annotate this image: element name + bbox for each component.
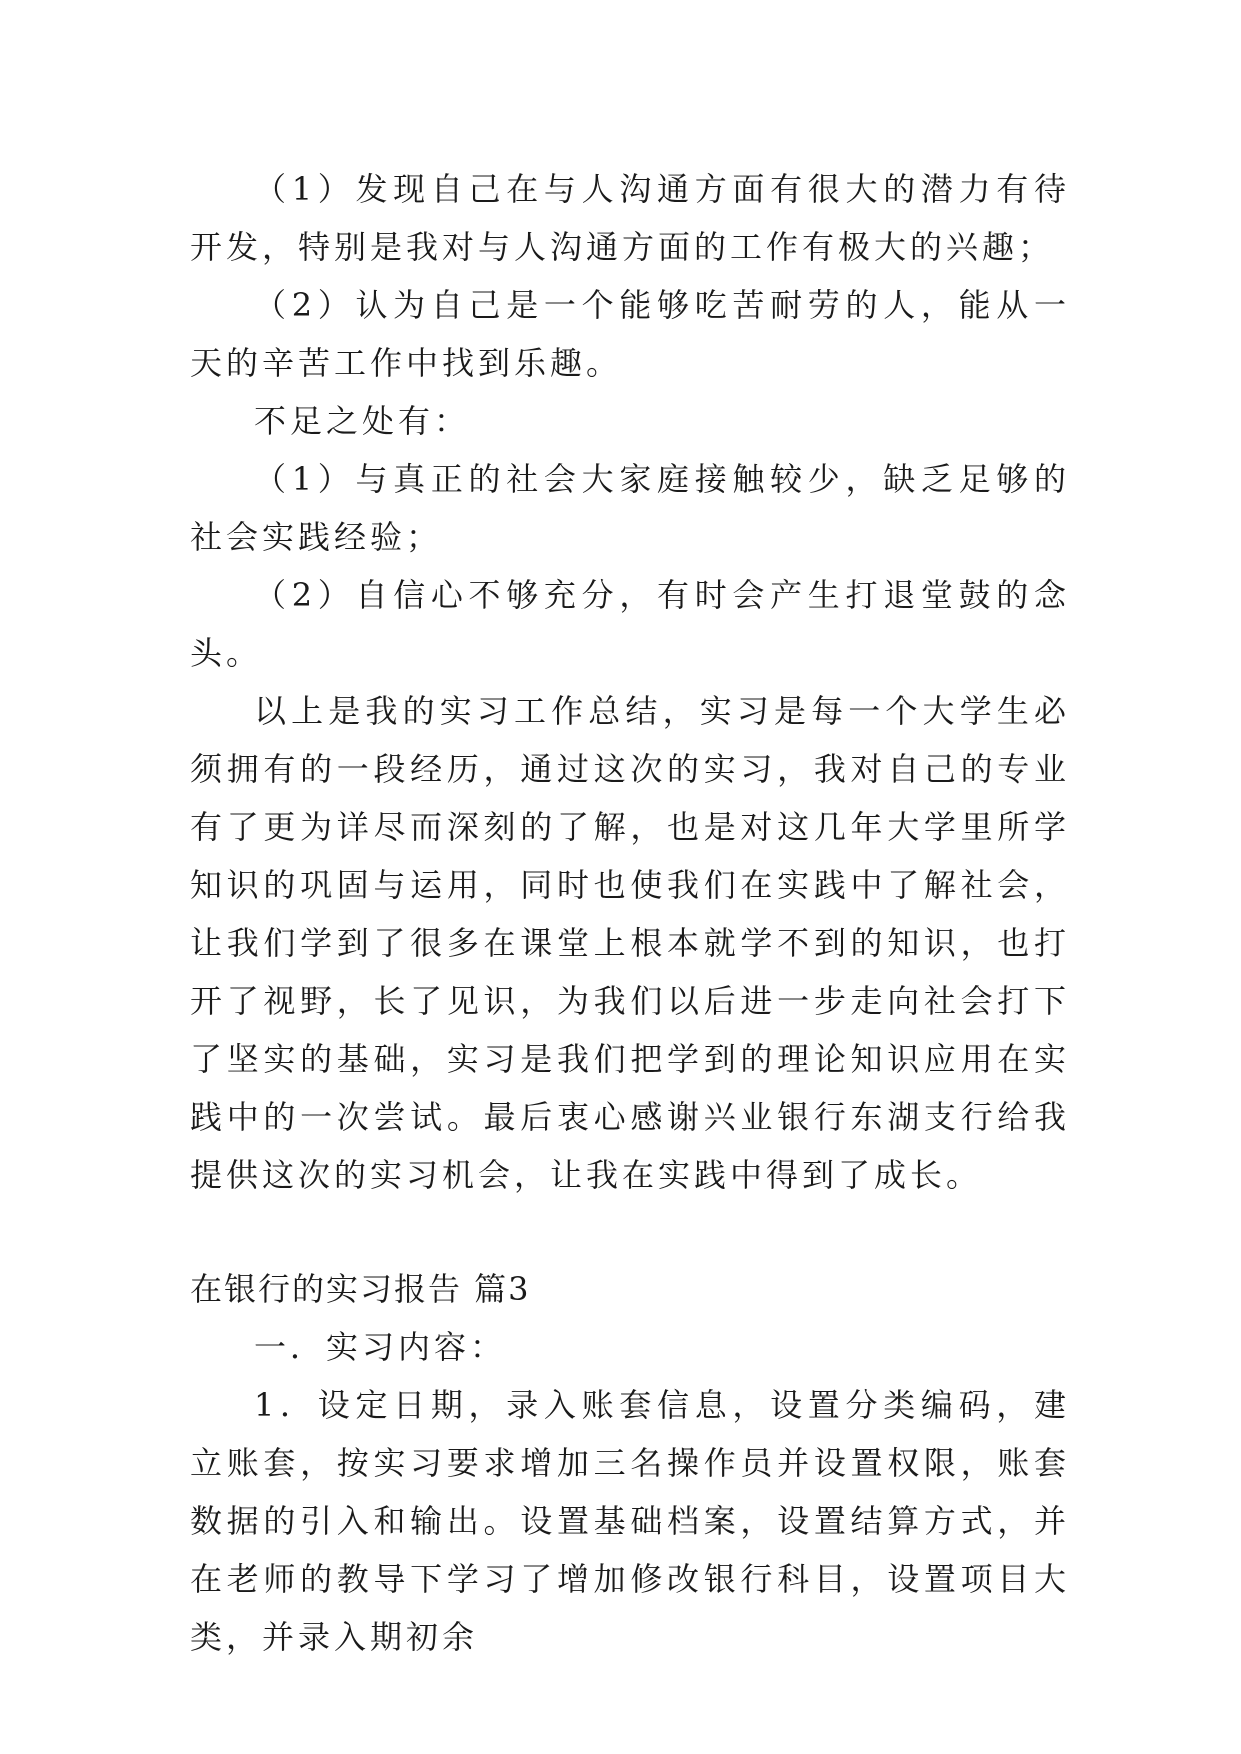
paragraph-strength-1: （1）发现自己在与人沟通方面有很大的潜力有待开发，特别是我对与人沟通方面的工作有极大的兴趣； [190,170,1070,266]
section-heading: 在银行的实习报告 篇3 [190,1270,531,1308]
paragraph-weakness-intro: 不足之处有： [254,402,471,440]
paragraph-internship-content-1: 1．设定日期，录入账套信息，设置分类编码，建立账套，按实习要求增加三名操作员并设置权限，账套数据的引入和输出。设置基础档案，设置结算方式，并在老师的教导下学习了增加修改银行科目，设置项目大类，并录入期初余 [190,1386,1070,1656]
paragraph-weakness-2: （2）自信心不够充分，有时会产生打退堂鼓的念头。 [190,576,1070,672]
paragraph-strength-2: （2）认为自己是一个能够吃苦耐劳的人，能从一天的辛苦工作中找到乐趣。 [190,286,1070,382]
paragraph-internship-content-title: 一．实习内容： [254,1328,507,1366]
document-body [190,160,1070,1666]
paragraph-summary: 以上是我的实习工作总结，实习是每一个大学生必须拥有的一段经历，通过这次的实习，我对自己的专业有了更为详尽而深刻的了解，也是对这几年大学里所学知识的巩固与运用，同时也使我们在实践中了解社会，让我们学到了很多在课堂上根本就学不到的知识，也打开了视野，长了见识，为我们以后进一步走向社会打下了坚实的基础，实习是我们把学到的理论知识应用在实践中的一次尝试。最后衷心感谢兴业银行东湖支行给我提供这次的实习机会，让我在实践中得到了成长。 [190,692,1070,1194]
paragraph-weakness-1: （1）与真正的社会大家庭接触较少，缺乏足够的社会实践经验； [190,460,1070,556]
